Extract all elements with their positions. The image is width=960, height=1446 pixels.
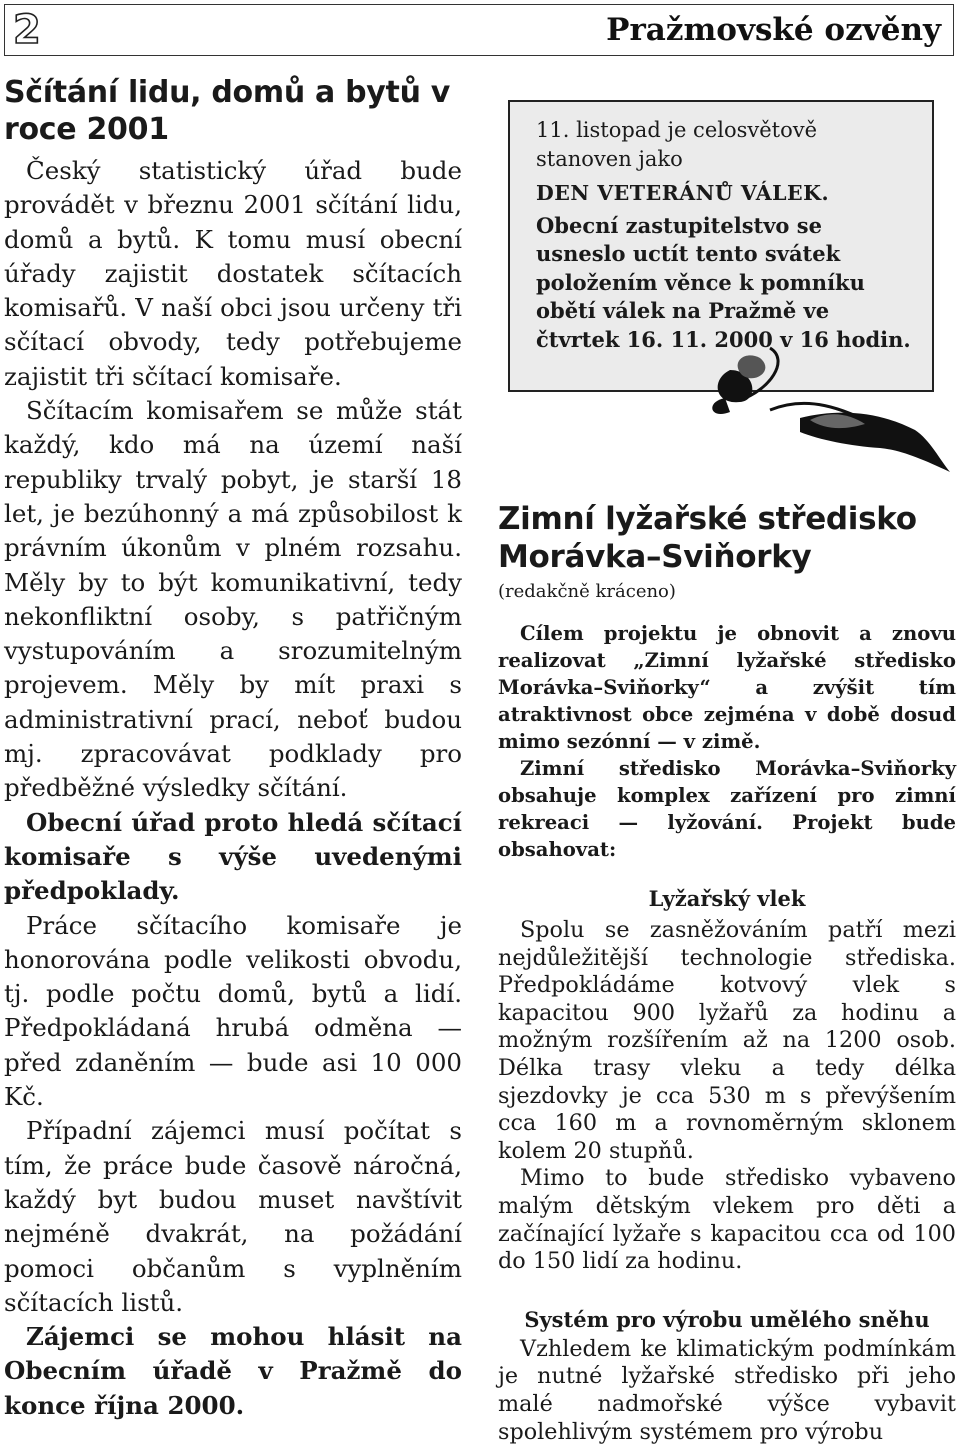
paragraph: Vzhledem ke klimatickým podmínkám je nutné lyžařské středisko při jeho malé nadmořské výšce vybavit spolehlivým systémem pro výrobu [498,1335,956,1445]
left-article-title: Sčítání lidu, domů a bytů v roce 2001 [4,75,451,147]
section-heading-ski-lift: Lyžařský vlek [648,886,806,911]
paragraph: Práce sčítacího komisaře je honorována podle velikosti obvodu, tj. podle počtu domů, bytů a lidí. Předpokládaná hrubá odměna — před zdaněním — bude asi 10 000 Kč. [4,910,462,1112]
notice-intro: 11. listopad je celosvětově stanoven jako [536,118,818,171]
rose-illustration [700,340,960,475]
article-subtitle: (redakčně kráceno) [498,581,676,602]
section-heading-snow-system: Systém pro výrobu umělého sněhu [524,1306,930,1332]
newspaper-title: Pražmovské ozvěny [606,12,941,48]
paragraph-bold: Zájemci se mohou hlásit na Obecním úřadě v Pražmě do konce října 2000. [4,1322,462,1420]
page-number: 2 [13,7,41,53]
paragraph: Český statistický úřad bude provádět v březnu 2001 sčítání lidu, domů a bytů. K tomu musí obecní úřady zajistit dostatek sčítacích komisařů. V naší obci jsou určeny tři sčítací obvody, tedy potřebujeme zajistit tři sčítací komisaře. [4,156,462,391]
paragraph-bold: Obecní úřad proto hledá sčítací komisaře s výše uvedenými předpoklady. [4,807,462,906]
paragraph: Mimo to bude středisko vybaveno malým dětským vlekem pro děti a začínající lyžaře s kapacitou cca od 100 do 150 lidí za hodinu. [498,1165,956,1275]
paragraph: Spolu se zasněžováním patří mezi nejdůležitější technologie střediska. Předpokládáme kotvový vlek s kapacitou 900 lyžařů za hodinu a možným rozšířením až na 1200 osob. Délka trasy vleku a tedy délka sjezdovky je cca 530 m s převýšením cca 160 m a rovnoměrným sklonem kolem 20 stupňů. [498,917,956,1164]
lead-paragraph: Zimní středisko Morávka–Sviňorky obsahuje komplex zařízení pro zimní rekreaci — lyžování. Projekt bude obsahovat: [498,757,956,861]
right-article [498,500,956,1446]
paragraph: Případní zájemci musí počítat s tím, že práce bude časově náročná, každý byt budou muset navštívit nejméně dvakrát, na požádání pomoci občanům s vyplněním sčítacích listů. [4,1116,462,1317]
left-article [4,74,462,1423]
paragraph: Sčítacím komisařem se může stát každý, kdo má na území naší republiky trvalý pobyt, je starší 18 let, je bezúhonný a má způsobilost k právním úkonům v plném rozsahu. Měly by to být komunikativní, tedy nekonfliktní osoby, s patřičným vystupováním a srozumitelným projevem. Měly by mít praxi s administrativní prací, neboť budou mj. zpracovávat podklady pro předběžné výsledky sčítání. [4,396,462,803]
right-article-title: Zimní lyžařské středisko Morávka–Sviňorky [498,501,917,575]
lead-paragraph: Cílem projektu je obnovit a znovu realizovat „Zimní lyžařské středisko Morávka–Sviňorky“ a zvýšit tím atraktivnost obce zejména v době dosud mimo sezónní — v zimě. [498,622,956,753]
notice-caption: DEN VETERÁNŮ VÁLEK. [536,181,830,205]
notice-text: Obecní zastupitelstvo se usneslo uctít tento svátek položením věnce k pomníku obětí válek na Pražmě ve čtvrtek 16. 11. 2000 v 16 hodin. [536,212,911,352]
page-header [4,4,954,56]
